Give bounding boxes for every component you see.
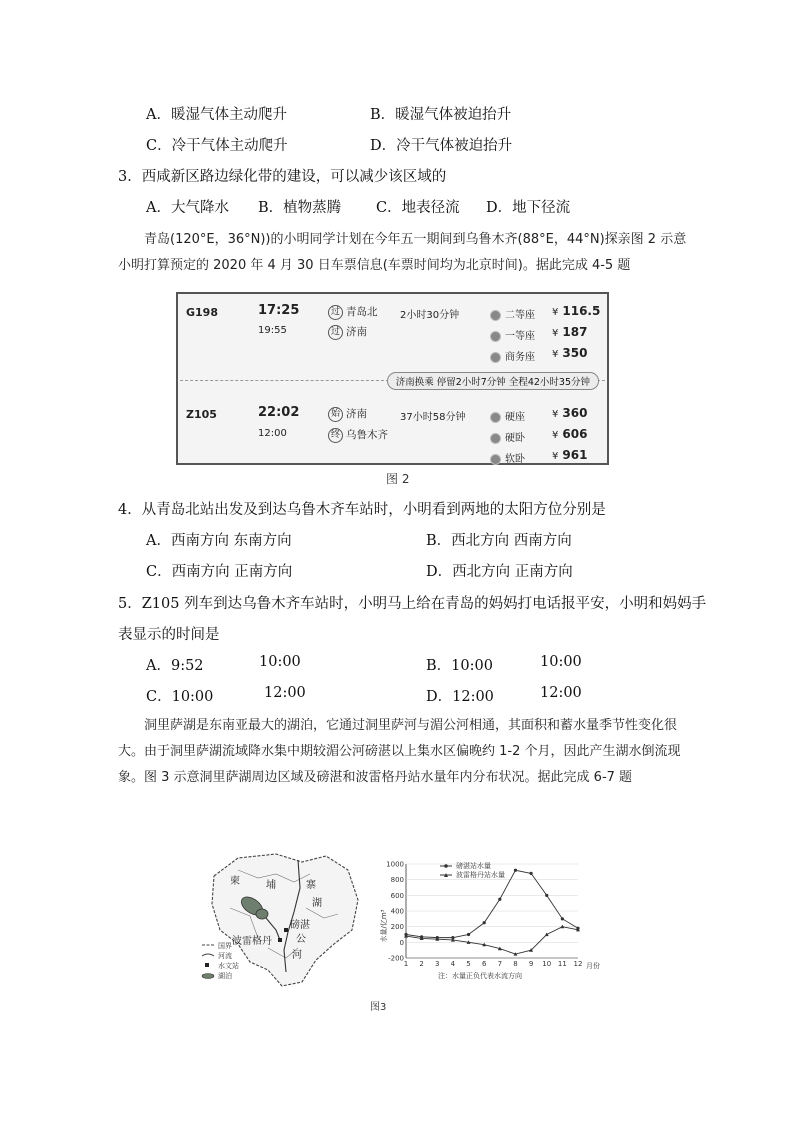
figure-2-caption: 图 2 bbox=[386, 472, 410, 486]
legend-marker bbox=[444, 864, 448, 868]
transfer-info: 济南换乘 停留2小时7分钟 全程42小时35分钟 bbox=[387, 372, 599, 390]
legend-item: 水文站 bbox=[218, 962, 239, 970]
x-tick-label: 7 bbox=[497, 960, 503, 968]
lake-shape bbox=[256, 909, 268, 919]
x-tick-label: 5 bbox=[466, 960, 471, 968]
q5-option-a-label: A．9:52 bbox=[146, 658, 204, 674]
x-tick-label: 8 bbox=[513, 960, 518, 968]
train2-departure-station: 济南 bbox=[346, 408, 367, 420]
data-point bbox=[467, 933, 470, 936]
legend-series-2: 波雷格丹站水量 bbox=[456, 871, 505, 879]
q5-option-c-value: 12:00 bbox=[264, 685, 306, 701]
ticket-figure bbox=[176, 292, 609, 465]
q5-option-b-label: B．10:00 bbox=[426, 658, 493, 674]
data-point bbox=[529, 872, 532, 875]
train1-arrival-time: 19:55 bbox=[258, 325, 287, 336]
series-line-2 bbox=[406, 927, 578, 954]
q4-option-d: D．西北方向 正南方向 bbox=[426, 564, 573, 580]
legend-lake-symbol bbox=[202, 974, 214, 979]
x-axis-label: 月份 bbox=[586, 962, 600, 970]
train1-seat-2 bbox=[490, 327, 535, 342]
legend-item: 河流 bbox=[218, 952, 232, 960]
q5-option-d-label: D．12:00 bbox=[426, 689, 494, 705]
price-value: 360 bbox=[562, 406, 588, 420]
pass-badge-icon: 过 bbox=[328, 325, 343, 340]
y-tick-label: 0 bbox=[399, 938, 404, 947]
q3-option-d: D．地下径流 bbox=[486, 200, 571, 216]
radio-icon bbox=[490, 352, 501, 363]
train1-price-3 bbox=[552, 346, 587, 360]
map-label: 河 bbox=[292, 950, 302, 961]
yen-sign: ¥ bbox=[552, 451, 559, 462]
q5-option-c-label: C．10:00 bbox=[146, 689, 214, 705]
station-marker bbox=[284, 928, 288, 932]
q5-option-d-value: 12:00 bbox=[540, 685, 582, 701]
y-tick-label: 200 bbox=[390, 923, 404, 932]
price-value: 187 bbox=[562, 325, 588, 339]
series-line-1 bbox=[406, 870, 578, 937]
map-label: 波雷格丹 bbox=[232, 936, 272, 947]
map-label: 湖 bbox=[312, 898, 322, 909]
legend-station-symbol bbox=[205, 963, 209, 967]
x-tick-label: 1 bbox=[403, 960, 409, 968]
cambodia-map bbox=[198, 848, 383, 993]
q4-stem: 4．从青岛北站出发及到达乌鲁木齐车站时，小明看到两地的太阳方位分别是 bbox=[118, 502, 606, 518]
train1-arrival bbox=[328, 324, 367, 340]
seat-name: 一等座 bbox=[505, 331, 535, 342]
train1-seat-1 bbox=[490, 306, 535, 321]
train1-departure-time: 17:25 bbox=[258, 303, 300, 318]
train1-price-2 bbox=[552, 325, 587, 339]
map-label: 柬 bbox=[230, 876, 240, 887]
x-tick-label: 2 bbox=[419, 960, 424, 968]
train2-price-1 bbox=[552, 406, 587, 420]
seat-name: 硬卧 bbox=[505, 433, 525, 444]
y-tick-label: -200 bbox=[388, 954, 404, 963]
data-point bbox=[561, 917, 564, 920]
y-axis-label: 水量/亿m³ bbox=[380, 909, 388, 943]
chart-note: 注：水量正负代表水流方向 bbox=[438, 972, 522, 980]
radio-icon bbox=[490, 412, 501, 423]
legend-item: 国界 bbox=[218, 942, 232, 950]
y-tick-label: 1000 bbox=[386, 860, 404, 869]
station-marker bbox=[278, 938, 282, 942]
yen-sign: ¥ bbox=[552, 409, 559, 420]
price-value: 350 bbox=[562, 346, 588, 360]
price-value: 116.5 bbox=[562, 304, 601, 318]
yen-sign: ¥ bbox=[552, 328, 559, 339]
seat-name: 硬座 bbox=[505, 412, 525, 423]
train2-arrival bbox=[328, 427, 388, 443]
seat-name: 软卧 bbox=[505, 454, 525, 465]
map-label: 寨 bbox=[306, 880, 316, 891]
train2-price-3 bbox=[552, 448, 587, 462]
price-value: 961 bbox=[562, 448, 588, 462]
legend-series-1: 磅湛站水量 bbox=[456, 862, 491, 870]
end-badge-icon: 终 bbox=[328, 428, 343, 443]
figure-3-caption: 图3 bbox=[370, 1002, 387, 1013]
train1-number: G198 bbox=[186, 306, 218, 319]
q2-option-b: B．暖湿气体被迫抬升 bbox=[370, 107, 512, 123]
pass-badge-icon: 过 bbox=[328, 305, 343, 320]
water-volume-chart bbox=[378, 858, 600, 990]
train2-arrival-time: 12:00 bbox=[258, 428, 287, 439]
q4-option-c: C．西南方向 正南方向 bbox=[146, 564, 293, 580]
q4-option-b: B．西北方向 西南方向 bbox=[426, 533, 572, 549]
q5-option-a-value: 10:00 bbox=[259, 654, 301, 670]
train2-seat-3 bbox=[490, 450, 525, 465]
train2-departure bbox=[328, 406, 367, 422]
q2-option-a: A．暖湿气体主动爬升 bbox=[146, 107, 287, 123]
price-value: 606 bbox=[562, 427, 588, 441]
train1-departure bbox=[328, 304, 378, 320]
start-badge-icon: 始 bbox=[328, 407, 343, 422]
train1-duration: 2小时30分钟 bbox=[400, 310, 460, 321]
yen-sign: ¥ bbox=[552, 307, 559, 318]
data-point bbox=[498, 898, 501, 901]
legend-river-symbol bbox=[202, 954, 214, 956]
train1-price-1 bbox=[552, 304, 600, 318]
passage-2: 洞里萨湖是东南亚最大的湖泊，它通过洞里萨河与湄公河相通，其面积和蓄水量季节性变化很大。由于洞里萨湖流域降水集中期较湄公河磅湛以上集水区偏晚约 1-2 个月，因此产生湖水倒流现象。图 3 示意洞里萨湖周边区域及磅湛和波雷格丹站水量年内分布状况。据此完成 6-7 题 bbox=[118, 718, 681, 785]
legend-item: 湖泊 bbox=[218, 972, 232, 980]
data-point bbox=[514, 869, 517, 872]
x-tick-label: 11 bbox=[557, 960, 567, 968]
x-tick-label: 4 bbox=[450, 960, 456, 968]
train2-seat-2 bbox=[490, 429, 525, 444]
x-tick-label: 9 bbox=[528, 960, 534, 968]
yen-sign: ¥ bbox=[552, 430, 559, 441]
passage-1: 青岛(120°E，36°N))的小明同学计划在今年五一期间到乌鲁木齐(88°E，44°N)探亲图 2 示意小明打算预定的 2020 年 4 月 30 日车票信息(车票时间均为北京时间)。据此完成 4-5 题 bbox=[118, 232, 687, 273]
train2-seat-1 bbox=[490, 408, 525, 423]
q5-stem-line2: 表显示的时间是 bbox=[118, 627, 220, 643]
y-tick-label: 400 bbox=[390, 907, 404, 916]
yen-sign: ¥ bbox=[552, 349, 559, 360]
train2-number: Z105 bbox=[186, 408, 217, 421]
q3-option-b: B．植物蒸腾 bbox=[258, 200, 342, 216]
data-point bbox=[545, 894, 548, 897]
train2-price-2 bbox=[552, 427, 587, 441]
radio-icon bbox=[490, 310, 501, 321]
train2-departure-time: 22:02 bbox=[258, 405, 300, 420]
radio-icon bbox=[490, 454, 501, 465]
x-tick-label: 10 bbox=[542, 960, 552, 968]
data-point bbox=[483, 921, 486, 924]
x-tick-label: 12 bbox=[573, 960, 583, 968]
q5-stem-line1: 5．Z105 列车到达乌鲁木齐车站时，小明马上给在青岛的妈妈打电话报平安，小明和妈妈手 bbox=[118, 596, 707, 612]
train2-arrival-station: 乌鲁木齐 bbox=[346, 429, 388, 441]
q5-option-b-value: 10:00 bbox=[540, 654, 582, 670]
train1-arrival-station: 济南 bbox=[346, 326, 367, 338]
seat-name: 二等座 bbox=[505, 310, 535, 321]
q3-option-c: C．地表径流 bbox=[376, 200, 460, 216]
map-label: 磅湛 bbox=[290, 920, 310, 931]
q4-option-a: A．西南方向 东南方向 bbox=[146, 533, 292, 549]
map-label: 公 bbox=[296, 934, 306, 945]
x-tick-label: 6 bbox=[481, 960, 487, 968]
q2-option-c: C．冷干气体主动爬升 bbox=[146, 138, 288, 154]
map-label: 埔 bbox=[266, 880, 276, 891]
train1-departure-station: 青岛北 bbox=[346, 306, 378, 318]
y-tick-label: 600 bbox=[390, 891, 404, 900]
train2-duration: 37小时58分钟 bbox=[400, 412, 466, 423]
q2-option-d: D．冷干气体被迫抬升 bbox=[370, 138, 513, 154]
radio-icon bbox=[490, 331, 501, 342]
train1-seat-3 bbox=[490, 348, 535, 363]
x-tick-label: 3 bbox=[435, 960, 440, 968]
q3-stem: 3．西咸新区路边绿化带的建设，可以减少该区域的 bbox=[118, 169, 447, 185]
seat-name: 商务座 bbox=[505, 352, 535, 363]
y-tick-label: 800 bbox=[390, 876, 404, 885]
radio-icon bbox=[490, 433, 501, 444]
q3-option-a: A．大气降水 bbox=[146, 200, 229, 216]
chart-legend bbox=[440, 861, 505, 879]
